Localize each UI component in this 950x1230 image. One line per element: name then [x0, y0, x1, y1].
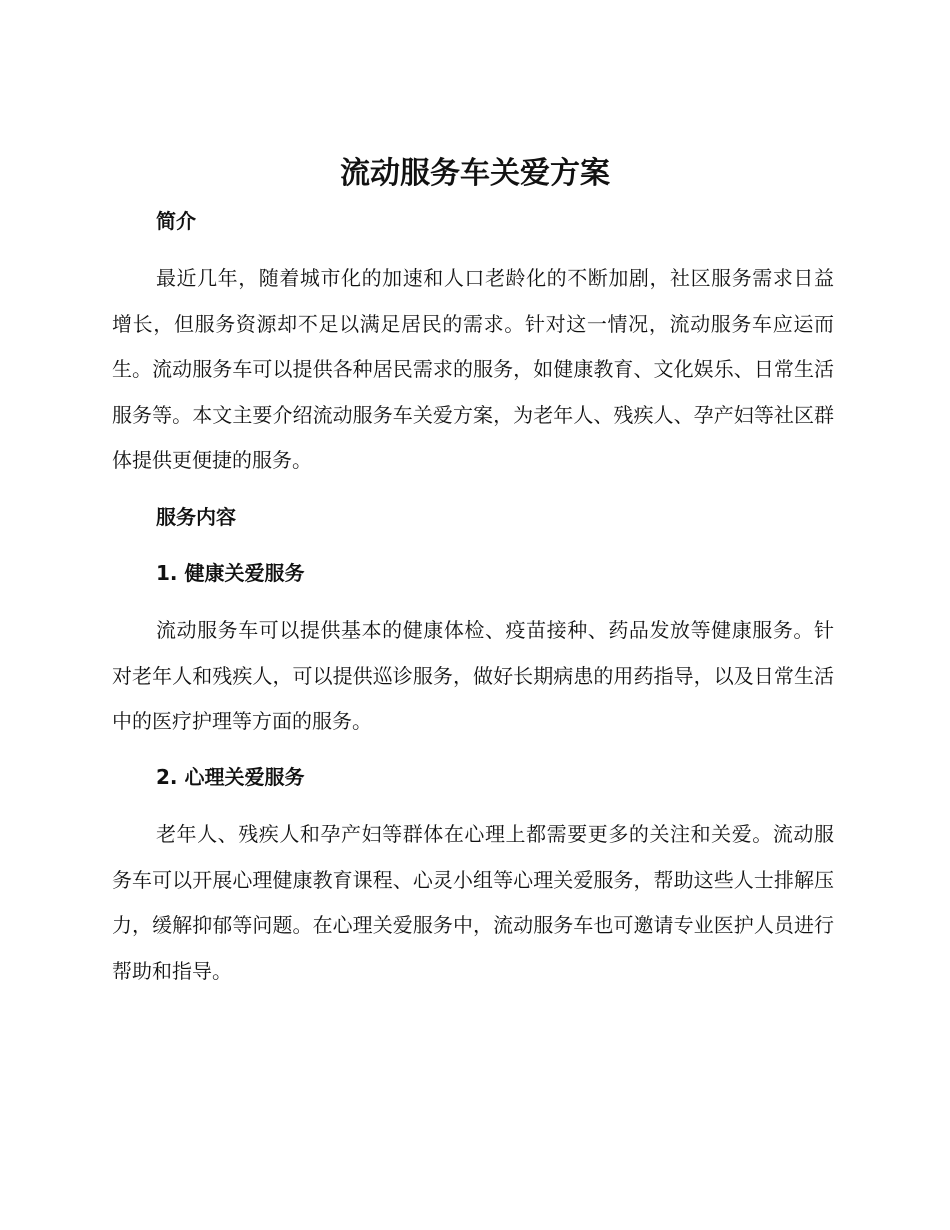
document-title: 流动服务车关爱方案	[340, 156, 610, 191]
section-heading-mental-care: 2. 心理关爱服务	[156, 765, 305, 789]
section-paragraph-health-care: 流动服务车可以提供基本的健康体检、疫苗接种、药品发放等健康服务。针对老年人和残疾人，可以提供巡诊服务，做好长期病患的用药指导，以及日常生活中的医疗护理等方面的服务。	[112, 618, 834, 733]
section-heading-intro: 简介	[156, 209, 196, 233]
section-heading-service-content: 服务内容	[156, 505, 236, 529]
section-paragraph-mental-care: 老年人、残疾人和孕产妇等群体在心理上都需要更多的关注和关爱。流动服务车可以开展心理健康教育课程、心灵小组等心理关爱服务，帮助这些人士排解压力，缓解抑郁等问题。在心理关爱服务中，流动服务车也可邀请专业医护人员进行帮助和指导。	[112, 822, 834, 983]
section-heading-health-care: 1. 健康关爱服务	[156, 561, 305, 585]
section-paragraph-intro: 最近几年，随着城市化的加速和人口老龄化的不断加剧，社区服务需求日益增长，但服务资源却不足以满足居民的需求。针对这一情况，流动服务车应运而生。流动服务车可以提供各种居民需求的服务，如健康教育、文化娱乐、日常生活服务等。本文主要介绍流动服务车关爱方案，为老年人、残疾人、孕产妇等社区群体提供更便捷的服务。	[112, 266, 834, 472]
